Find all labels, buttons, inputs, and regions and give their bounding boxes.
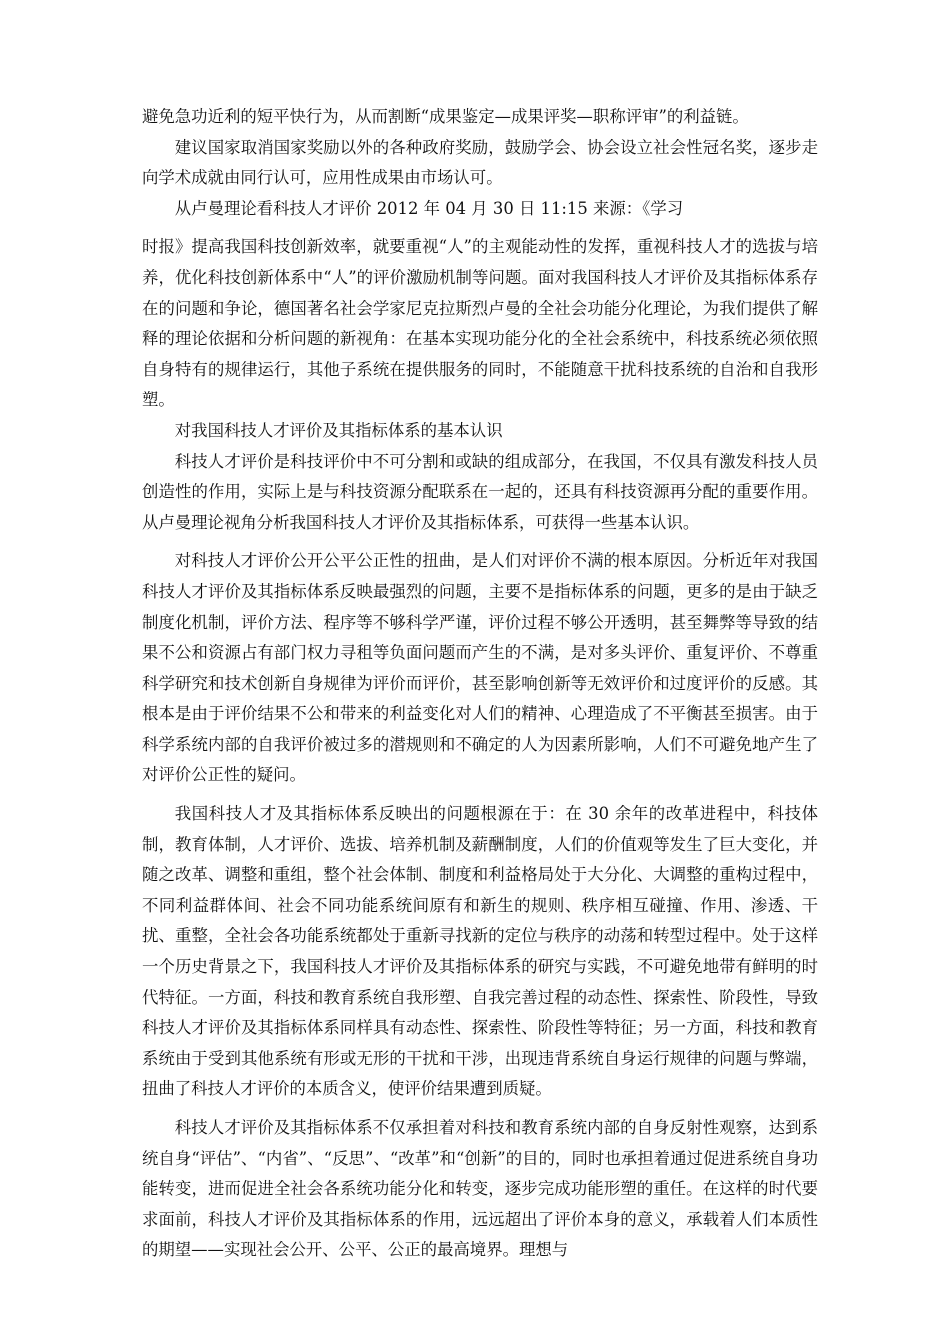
article-title-line: 从卢曼理论看科技人才评价 2012 年 04 月 30 日 11:15 来源：《学习 — [174, 198, 684, 218]
paragraph-evaluation-role: 科技人才评价及其指标体系不仅承担着对科技和教育系统内部的自身反射性观察，达到系统自身“评估”、“内省”、“反思”、“改革”和“创新”的目的，同时也承担着通过促进系统自身功能转变，进而促进全社会各系统功能分化和转变，逐步完成功能形塑的重任。在这样的时代要求面前，科技人才评价及其指标体系的作用，远远超出了评价本身的意义，承载着人们本质性的期望——实现社会公开、公平、公正的最高境界。理想与 — [142, 1118, 818, 1260]
paragraph-continuation: 避免急功近利的短平快行为，从而割断“成果鉴定—成果评奖—职称评审”的利益链。 — [142, 107, 749, 126]
paragraph-fairness-distortion: 对科技人才评价公开公平公正性的扭曲，是人们对评价不满的根本原因。分析近年对我国科技人才评价及其指标体系反映最强烈的问题，主要不是指标体系的问题，更多的是由于缺乏制度化机制，评价方法、程序等不够科学严谨，评价过程不够公开透明，甚至舞弊等导致的结果不公和资源占有部门权力寻租等负面问题而产生的不满，是对多头评价、重复评价、不尊重科学研究和技术创新自身规律为评价而评价，甚至影响创新等无效评价和过度评价的反感。其根本是由于评价结果不公和带来的利益变化对人们的精神、心理造成了不平衡甚至损害。由于科学系统内部的自我评价被过多的潜规则和不确定的人为因素所影响，人们不可避免地产生了对评价公正性的疑问。 — [142, 551, 818, 785]
paragraph-problem-roots: 我国科技人才及其指标体系反映出的问题根源在于：在 30 余年的改革进程中，科技体制，教育体制，人才评价、选拔、培养机制及薪酬制度，人们的价值观等发生了巨大变化，并随之改革、调整和重组，整个社会体制、制度和利益格局处于大分化、大调整的重构过程中，不同利益群体间、社会不同功能系统间原有和新生的规则、秩序相互碰撞、作用、渗透、干扰、重整，全社会各功能系统都处于重新寻找新的定位与秩序的动荡和转型过程中。处于这样一个历史背景之下，我国科技人才评价及其指标体系的研究与实践，不可避免地带有鲜明的时代特征。一方面，科技和教育系统自我形塑、自我完善过程的动态性、探索性、阶段性，导致科技人才评价及其指标体系同样具有动态性、探索性、阶段性等特征；另一方面，科技和教育系统由于受到其他系统有形或无形的干扰和干涉，出现违背系统自身运行规律的问题与弊端，扭曲了科技人才评价的本质含义，使评价结果遭到质疑。 — [142, 804, 818, 1099]
paragraph-recommendation: 建议国家取消国家奖励以外的各种政府奖励，鼓励学会、协会设立社会性冠名奖，逐步走向学术成就由同行认可，应用性成果由市场认可。 — [142, 137, 818, 188]
section-heading: 对我国科技人才评价及其指标体系的基本认识 — [174, 420, 503, 440]
document-page — [142, 102, 818, 1266]
paragraph-basic-understanding: 科技人才评价是科技评价中不可分割和或缺的组成部分，在我国，不仅具有激发科技人员创造性的作用，实际上是与科技资源分配联系在一起的，还具有科技资源再分配的重要作用。从卢曼理论视角分析我国科技人才评价及其指标体系，可获得一些基本认识。 — [142, 451, 818, 532]
paragraph-intro: 时报》提高我国科技创新效率，就要重视“人”的主观能动性的发挥，重视科技人才的选拔与培养，优化科技创新体系中“人”的评价激励机制等问题。面对我国科技人才评价及其指标体系存在的问题和争论，德国著名社会学家尼克拉斯烈卢曼的全社会功能分化理论，为我们提供了解释的理论依据和分析问题的新视角：在基本实现功能分化的全社会系统中，科技系统必须依照自身特有的规律运行，其他子系统在提供服务的同时，不能随意干扰科技系统的自治和自我形塑。 — [142, 237, 818, 410]
